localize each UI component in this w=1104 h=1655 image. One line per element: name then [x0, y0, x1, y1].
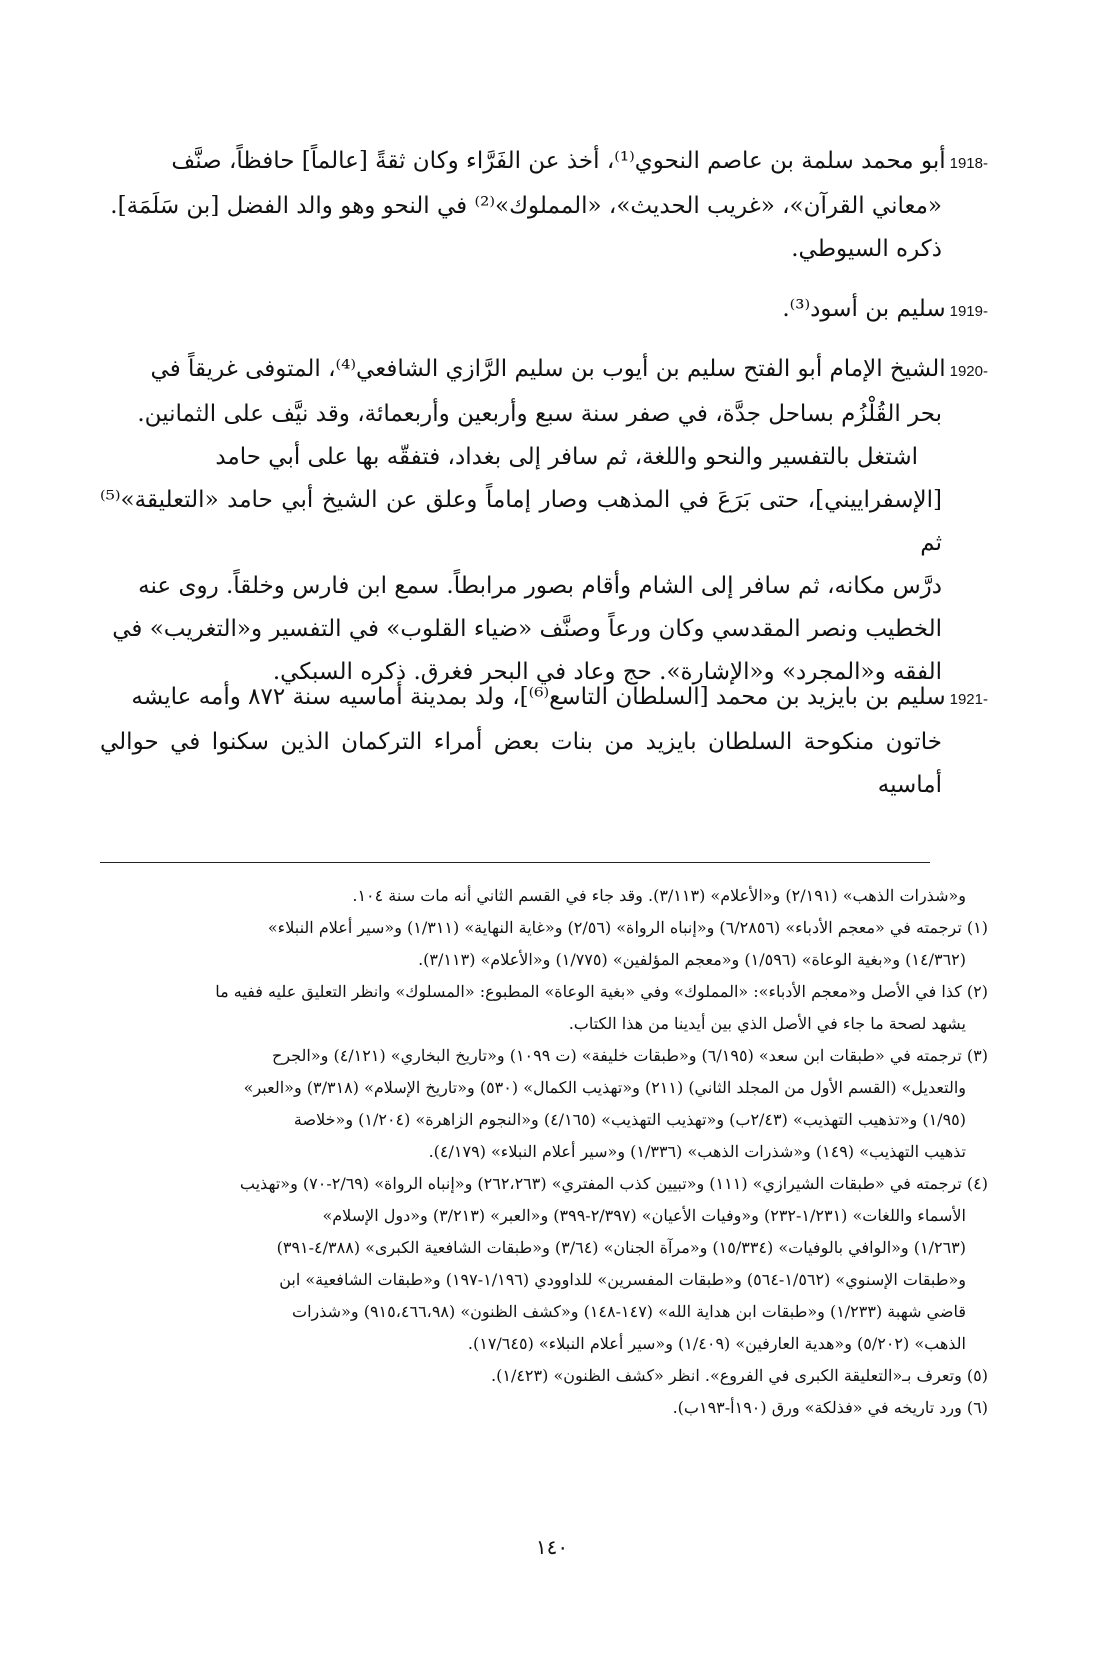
- paragraph-line: [الإسفراييني]، حتى بَرَعَ في المذهب وصار إماماً وعلق عن الشيخ أبي حامد «التعليقة»⁽⁵⁾ ثم: [100, 487, 942, 556]
- page-number: ١٤٠: [535, 1535, 569, 1559]
- entry-number: 1918-: [949, 155, 988, 172]
- entry-line: بحر القُلْزُم بساحل جدَّة، في صفر سنة سبع وأربعين وأربعمائة، وقد نيَّف على الثمانين.: [137, 401, 942, 427]
- entry-1919: [100, 288, 988, 333]
- footnote-line: و«طبقات الإسنوي» (١/٥٦٢-٥٦٤) و«طبقات المفسرين» للداوودي (١/١٩٦-١٩٧) و«طبقات الشافعية» ابن: [279, 1270, 966, 1289]
- paragraph-line: اشتغل بالتفسير والنحو واللغة، ثم سافر إلى بغداد، فتفقّه بها على أبي حامد: [215, 444, 918, 470]
- entry-1921: [100, 676, 988, 807]
- footnote-5: (٥) وتعرف بـ«التعليقة الكبرى في الفروع». انظر «كشف الظنون» (١/٤٢٣).: [491, 1366, 988, 1385]
- footnote-line: (١/٩٥) و«تذهيب التهذيب» (٢/٤٣ب) و«تهذيب التهذيب» (٤/١٦٥) و«النجوم الزاهرة» (١/٢٠٤) و«خلاصة: [293, 1110, 966, 1129]
- footnotes: [100, 880, 988, 1424]
- footnote-1: (١) ترجمته في «معجم الأدباء» (٦/٢٨٥٦) و«إنباه الرواة» (٢/٥٦) و«غاية النهاية» (١/٣١١) و«سير أعلام النبلاء»: [267, 918, 988, 937]
- footnote-line: قاضي شهبة (١/٢٣٣) و«طبقات ابن هداية الله» (١٤٧-١٤٨) و«كشف الظنون» (٩١٥،٤٦٦،٩٨) و«شذرات: [292, 1302, 966, 1321]
- entry-number: 1921-: [949, 691, 988, 708]
- entry-line: 1921-سليم بن بايزيد بن محمد [السلطان التاسع⁽⁶⁾]، ولد بمدينة أماسيه سنة ٨٧٢ وأمه عايشه: [100, 676, 988, 721]
- paragraph-line: الخطيب ونصر المقدسي وكان ورعاً وصنَّف «ضياء القلوب» في التفسير و«التغريب» في: [112, 616, 942, 642]
- entry-line: 1918-أبو محمد سلمة بن عاصم النحوي⁽¹⁾، أخذ عن الفَرَّاء وكان ثقةً [عالماً] حافظاً، صنَّف: [100, 140, 988, 185]
- footnote-separator: [100, 862, 930, 863]
- footnote-6: (٦) ورد تاريخه في «فذلكة» ورق (١٩٠أ-١٩٣ب).: [672, 1398, 988, 1417]
- footnote-line: يشهد لصحة ما جاء في الأصل الذي بين أيدينا من هذا الكتاب.: [568, 1014, 966, 1033]
- entry-number: 1920-: [949, 363, 988, 380]
- footnote-line: الأسماء واللغات» (١/٢٣١-٢٣٢) و«وفيات الأعيان» (٢/٣٩٧-٣٩٩) و«العبر» (٣/٢١٣) و«دول الإسلام»: [322, 1206, 966, 1225]
- entry-1920: [100, 348, 988, 694]
- entry-1918: [100, 140, 988, 271]
- footnote-4: (٤) ترجمته في «طبقات الشيرازي» (١١١) و«تبيين كذب المفتري» (٢٦٢،٢٦٣) و«إنباه الرواة» (٢/٦٩-٧٠) و«تهذيب: [239, 1174, 988, 1193]
- entry-line: خاتون منكوحة السلطان بايزيد من بنات بعض أمراء التركمان الذين سكنوا في حوالي أماسيه: [100, 729, 942, 798]
- footnote-line: (١/٢٦٣) و«الوافي بالوفيات» (١٥/٣٣٤) و«مرآة الجنان» (٣/٦٤) و«طبقات الشافعية الكبرى» (٤/٣٨٨-٣٩١): [276, 1238, 966, 1257]
- footnote-3: (٣) ترجمته في «طبقات ابن سعد» (٦/١٩٥) و«طبقات خليفة» (ت ١٠٩٩) و«تاريخ البخاري» (٤/١٢١) و«الجرح: [272, 1046, 988, 1065]
- footnote-line: (١٤/٣٦٢) و«بغية الوعاة» (١/٥٩٦) و«معجم المؤلفين» (١/٧٧٥) و«الأعلام» (٣/١١٣).: [418, 950, 966, 969]
- entry-number: 1919-: [949, 303, 988, 320]
- footnote-line: والتعديل» (القسم الأول من المجلد الثاني) (٢١١) و«تهذيب الكمال» (٥٣٠) و«تاريخ الإسلام» (٣/٣١٨) و«العبر»: [243, 1078, 966, 1097]
- footnote-line: تذهيب التهذيب» (١٤٩) و«شذرات الذهب» (١/٣٣٦) و«سير أعلام النبلاء» (٤/١٧٩).: [428, 1142, 966, 1161]
- entry-line: 1920-الشيخ الإمام أبو الفتح سليم بن أيوب بن سليم الرَّازي الشافعي⁽⁴⁾، المتوفى غريقاً في: [100, 348, 988, 393]
- entry-line: 1919-سليم بن أسود⁽³⁾.: [100, 288, 988, 333]
- entry-line: «معاني القرآن»، «غريب الحديث»، «المملوك»⁽²⁾ في النحو وهو والد الفضل [بن سَلَمَة].: [110, 193, 942, 219]
- entry-line: ذكره السيوطي.: [791, 236, 942, 262]
- footnote-line: الذهب» (٥/٢٠٢) و«هدية العارفين» (١/٤٠٩) و«سير أعلام النبلاء» (١٧/٦٤٥).: [467, 1334, 966, 1353]
- footnote-2: (٢) كذا في الأصل و«معجم الأدباء»: «المملوك» وفي «بغية الوعاة» المطبوع: «المسلوك» وانظر التعليق عليه ففيه ما: [215, 982, 988, 1001]
- paragraph-line: الفقه و«المجرد» و«الإشارة». حج وعاد في البحر فغرق. ذكره السبكي.: [272, 659, 942, 685]
- paragraph-line: درَّس مكانه، ثم سافر إلى الشام وأقام بصور مرابطاً. سمع ابن فارس وخلقاً. روى عنه: [138, 573, 942, 599]
- footnote-continuation: و«شذرات الذهب» (٢/١٩١) و«الأعلام» (٣/١١٣). وقد جاء في القسم الثاني أنه مات سنة ١٠٤.: [352, 886, 966, 905]
